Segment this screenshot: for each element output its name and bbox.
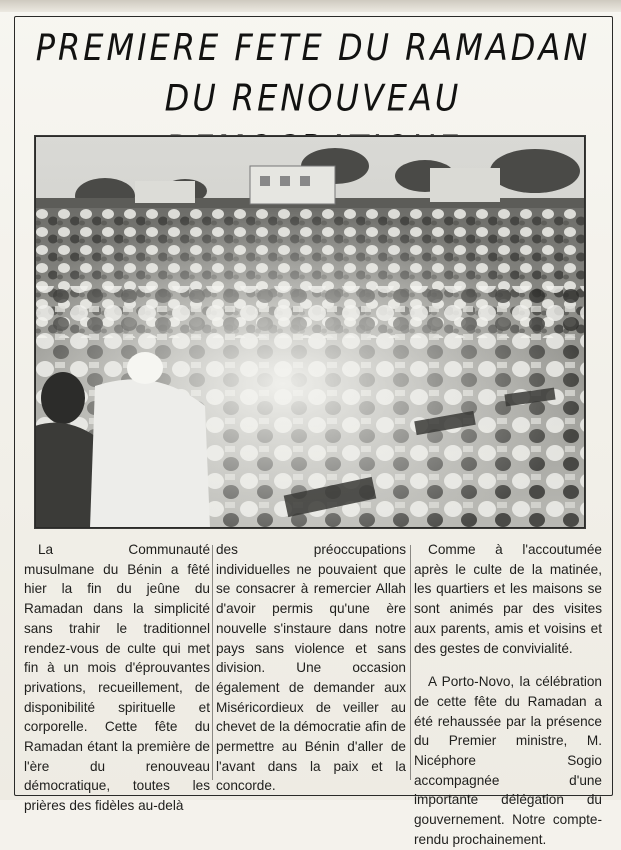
article-column-1	[24, 540, 210, 814]
article-col3-paragraph-1: Comme à l'accoutumée après le culte de la matinée, les quartiers et les maisons se sont animés par des visites aux parents, amis et voisins et des gestes de convivialité.	[414, 542, 602, 656]
crowd-photo	[34, 135, 586, 529]
article-col2-text: des préoccupations individuelles ne pouvaient que se consacrer à remercier Allah d'avoir permis qu'une ère nouvelle s'instaure dans notre pays sans violence et sans division. Une occasion également de demander aux Miséricordieux de veiller au chevet de la démocratie afin de permettre au Bénin d'aller de l'avant dans la paix et la concorde.	[216, 542, 406, 794]
article-column-2	[216, 540, 406, 794]
column-rule-2	[410, 545, 411, 780]
headline-line-1: PREMIERE FETE DU RAMADAN	[35, 25, 591, 70]
paper-edge	[0, 0, 621, 12]
crowd-photo-drawing	[35, 136, 585, 528]
article-col1-text: La Communauté musulmane du Bénin a fêté hier la fin du jeûne du Ramadan dans la simplicité sans trahir le traditionnel rendez-vous de culte qui met fin à un mois d'éprouvantes privations, recueillement, de disponibilité spirituelle et corporelle. Cette fête du Ramadan étant la première de l'ère du renouveau démocratique, toutes les prières des fidèles au-delà	[24, 542, 210, 814]
column-rule-1	[212, 545, 213, 780]
article-column-3	[414, 540, 602, 847]
article-col3-paragraph-2: A Porto-Novo, la célébration de cette fête du Ramadan a été rehaussée par la présence du Premier ministre, M. Nicéphore Sogio accompagnée d'une importante délégation du gouvernement. Notre compte-rendu prochainement.	[414, 674, 602, 847]
headline-line-2: DU RENOUVEAU	[164, 76, 462, 120]
